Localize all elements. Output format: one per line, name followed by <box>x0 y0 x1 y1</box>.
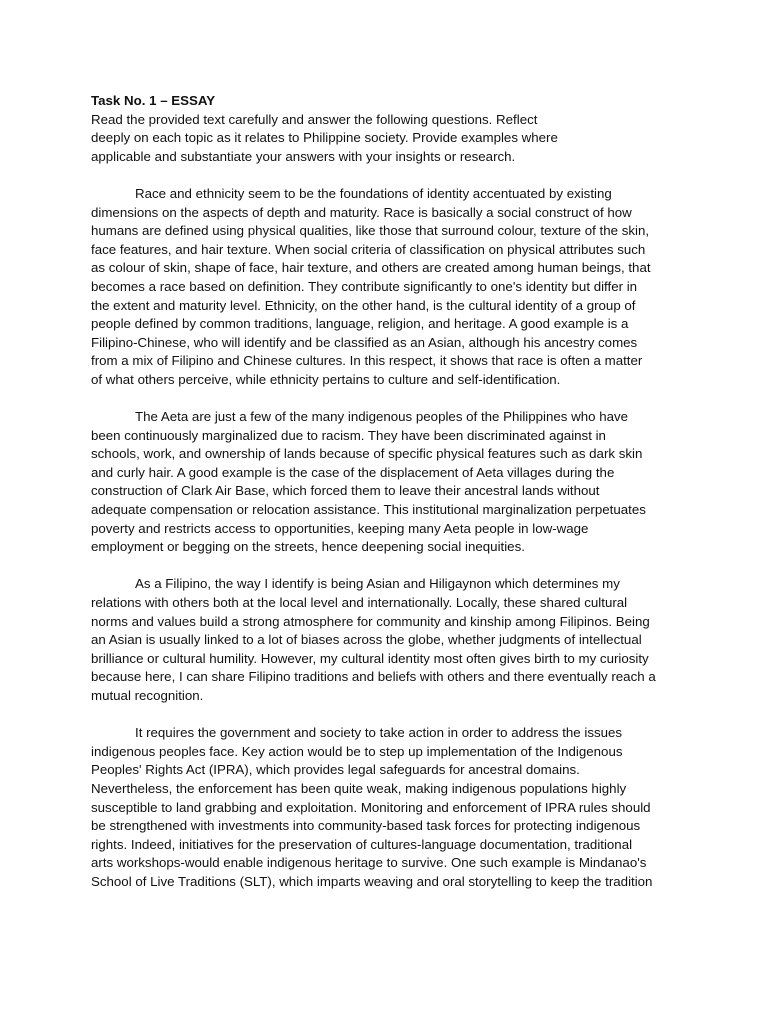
intro-paragraph <box>91 111 681 167</box>
paragraph-line: arts workshops-would enable indigenous heritage to survive. One such example is Mindanao's <box>91 855 647 871</box>
paragraph-line: people defined by common traditions, language, religion, and heritage. A good example is a <box>91 316 629 332</box>
paragraph-line: been continuously marginalized due to racism. They have been discriminated against in <box>91 427 606 443</box>
paragraph-line: Filipino-Chinese, who will identify and be classified as an Asian, although his ancestry comes <box>91 334 638 350</box>
intro-line: applicable and substantiate your answers with your insights or research. <box>91 148 516 164</box>
paragraph-line: becomes a race based on definition. They contribute significantly to one's identity but differ in <box>91 278 638 294</box>
paragraph-line: construction of Clark Air Base, which forced them to leave their ancestral lands without <box>91 483 600 499</box>
paragraph-line: mutual recognition. <box>91 688 204 703</box>
paragraph-line: Peoples' Rights Act (IPRA), which provides legal safeguards for ancestral domains. <box>91 762 580 778</box>
paragraph-filipino-identity <box>91 575 681 705</box>
intro-line: deeply on each topic as it relates to Philippine society. Provide examples where <box>91 130 558 146</box>
paragraph-line: It requires the government and society to take action in order to address the issues <box>135 725 623 741</box>
paragraph-line: brilliance or cultural humility. However, my cultural identity most often gives birth to my curiosity <box>91 650 649 666</box>
paragraph-line: schools, work, and ownership of lands because of specific physical features such as dark skin <box>91 446 643 462</box>
task-title: Task No. 1 – ESSAY <box>91 93 216 108</box>
paragraph-line: face features, and hair texture. When social criteria of classification on physical attributes such <box>91 241 646 257</box>
paragraph-line: an Asian is usually linked to a lot of biases across the globe, whether judgments of intellectual <box>91 632 642 648</box>
intro-line: Read the provided text carefully and answer the following questions. Reflect <box>91 111 538 127</box>
paragraph-line: adequate compensation or relocation assistance. This institutional marginalization perpetuates <box>91 502 646 518</box>
paragraph-line: School of Live Traditions (SLT), which imparts weaving and oral storytelling to keep the tradition <box>91 873 653 889</box>
paragraph-line: and curly hair. A good example is the case of the displacement of Aeta villages during the <box>91 464 615 480</box>
paragraph-aeta <box>91 408 681 557</box>
paragraph-line: because here, I can share Filipino traditions and beliefs with others and there eventually reach a <box>91 669 656 685</box>
paragraph-line: the extent and maturity level. Ethnicity, on the other hand, is the cultural identity of a group of <box>91 297 636 313</box>
paragraph-line: norms and values build a strong atmosphere for community and kinship among Filipinos. Being <box>91 613 650 629</box>
paragraph-race-ethnicity <box>91 185 681 390</box>
paragraph-line: The Aeta are just a few of the many indigenous peoples of the Philippines who have <box>135 409 629 425</box>
paragraph-line: susceptible to land grabbing and exploitation. Monitoring and enforcement of IPRA rules should <box>91 799 651 815</box>
paragraph-line: relations with others both at the local level and internationally. Locally, these shared cultural <box>91 595 628 611</box>
paragraph-line: of what others perceive, while ethnicity pertains to culture and self-identification. <box>91 371 561 387</box>
paragraph-line: dimensions on the aspects of depth and maturity. Race is basically a social construct of how <box>91 204 632 220</box>
paragraph-government-action <box>91 724 681 891</box>
paragraph-line: indigenous peoples face. Key action would be to step up implementation of the Indigenous <box>91 743 623 759</box>
paragraph-line: Race and ethnicity seem to be the foundations of identity accentuated by existing <box>135 185 612 201</box>
paragraph-line: as colour of skin, shape of face, hair texture, and others are created among human beings, that <box>91 260 651 276</box>
paragraph-line: be strengthened with investments into community-based task forces for protecting indigenous <box>91 818 641 834</box>
paragraph-line: As a Filipino, the way I identify is being Asian and Hiligaynon which determines my <box>135 576 620 592</box>
paragraph-line: Nevertheless, the enforcement has been quite weak, making indigenous populations highly <box>91 780 627 796</box>
paragraph-line: poverty and restricts access to opportunities, keeping many Aeta people in low-wage <box>91 520 589 536</box>
paragraph-line: humans are defined using physical qualities, like those that surround colour, texture of the skin, <box>91 223 650 239</box>
paragraph-line: from a mix of Filipino and Chinese cultures. In this respect, it shows that race is often a matter <box>91 353 643 369</box>
paragraph-line: employment or begging on the streets, hence deepening social inequities. <box>91 539 525 555</box>
document-content <box>91 92 681 910</box>
paragraph-line: rights. Indeed, initiatives for the preservation of cultures-language documentation, traditional <box>91 836 633 852</box>
